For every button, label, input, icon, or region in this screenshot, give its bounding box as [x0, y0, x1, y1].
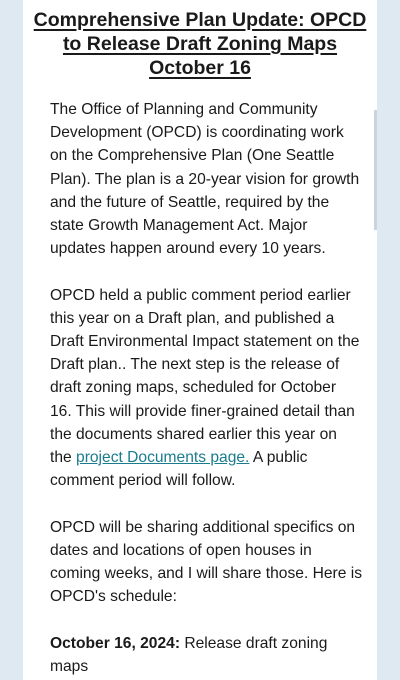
paragraph-2-tail: A public comment period will follow. [50, 449, 308, 490]
paragraph-comment-period [50, 284, 362, 493]
article-title: Comprehensive Plan Update: OPCD to Release Draft Zoning Maps October 16 [33, 9, 367, 79]
paragraph-2-text: OPCD held a public comment period earlier this year on a Draft plan, and published a Draft Environmental Impact statement on the Draft plan.. The next step is the release of draft zoning maps, scheduled for October 16. This will provide finer-grained detail than the documents shared earlier this year on the [50, 286, 360, 467]
article-card [23, 0, 377, 680]
paragraph-schedule-intro: OPCD will be sharing additional specifics on dates and locations of open houses in coming weeks, and I will share those. Here is OPCD's schedule: [50, 518, 363, 606]
schedule-item [50, 632, 362, 678]
scroll-edge [374, 110, 377, 230]
project-documents-link[interactable]: project Documents page. [76, 449, 250, 467]
schedule-text: Release draft zoning maps [50, 634, 328, 675]
paragraph-intro: The Office of Planning and Community Development (OPCD) is coordinating work on the Comprehensive Plan (One Seattle Plan). The plan is a 20-year vision for growth and the future of Seattle, required by the state Growth Management Act. Major updates happen around every 10 years. [50, 101, 360, 258]
schedule-date: October 16, 2024: [50, 634, 181, 652]
article-body [50, 98, 362, 680]
